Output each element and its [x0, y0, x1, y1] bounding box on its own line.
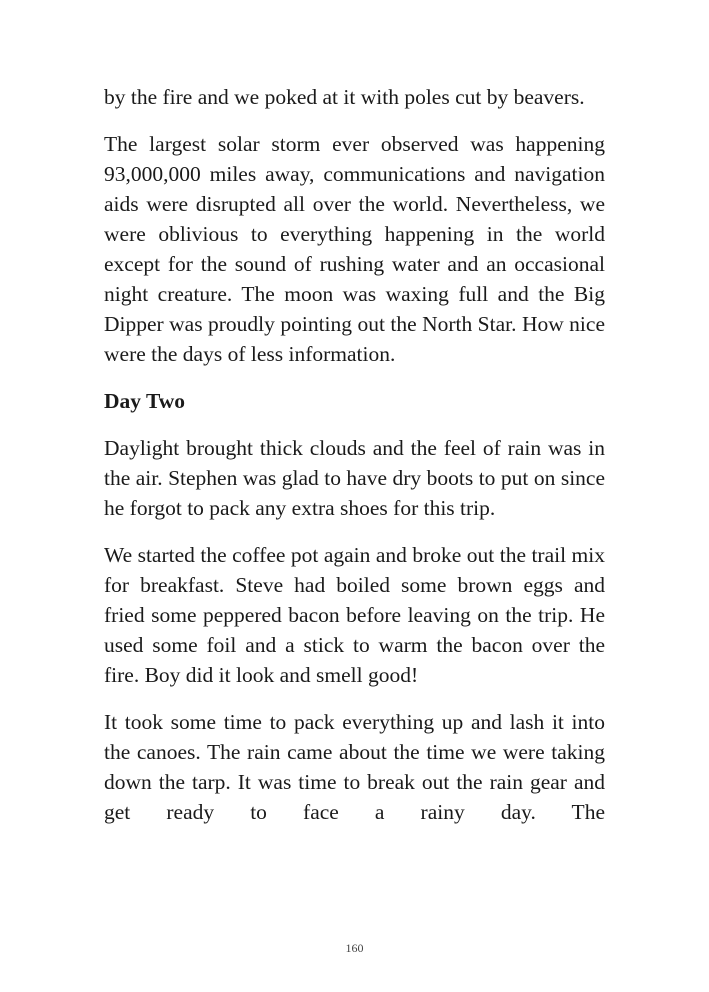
- page-body: [104, 82, 605, 844]
- section-heading-day-two: Day Two: [104, 389, 186, 413]
- paragraph-fire-continuation: by the fire and we poked at it with poles cut by beavers.: [104, 85, 585, 109]
- page-number: 160: [345, 941, 364, 955]
- paragraph-daylight: Daylight brought thick clouds and the feel of rain was in the air. Stephen was glad to have dry boots to put on since he forgot to pack any extra shoes for this trip.: [104, 436, 605, 520]
- paragraph-packing: It took some time to pack everything up and lash it into the canoes. The rain came about the time we were taking down the tarp. It was time to break out the rain gear and get ready to face a rainy day. The: [104, 710, 605, 824]
- paragraph-solar-storm: The largest solar storm ever observed was happening 93,000,000 miles away, communications and navigation aids were disrupted all over the world. Nevertheless, we were oblivious to everything happening in the world except for the sound of rushing water and an occasional night creature. The moon was waxing full and the Big Dipper was proudly pointing out the North Star. How nice were the days of less information.: [104, 132, 605, 366]
- paragraph-coffee: We started the coffee pot again and broke out the trail mix for breakfast. Steve had boiled some brown eggs and fried some peppered bacon before leaving on the trip. He used some foil and a stick to warm the bacon over the fire. Boy did it look and smell good!: [104, 543, 605, 687]
